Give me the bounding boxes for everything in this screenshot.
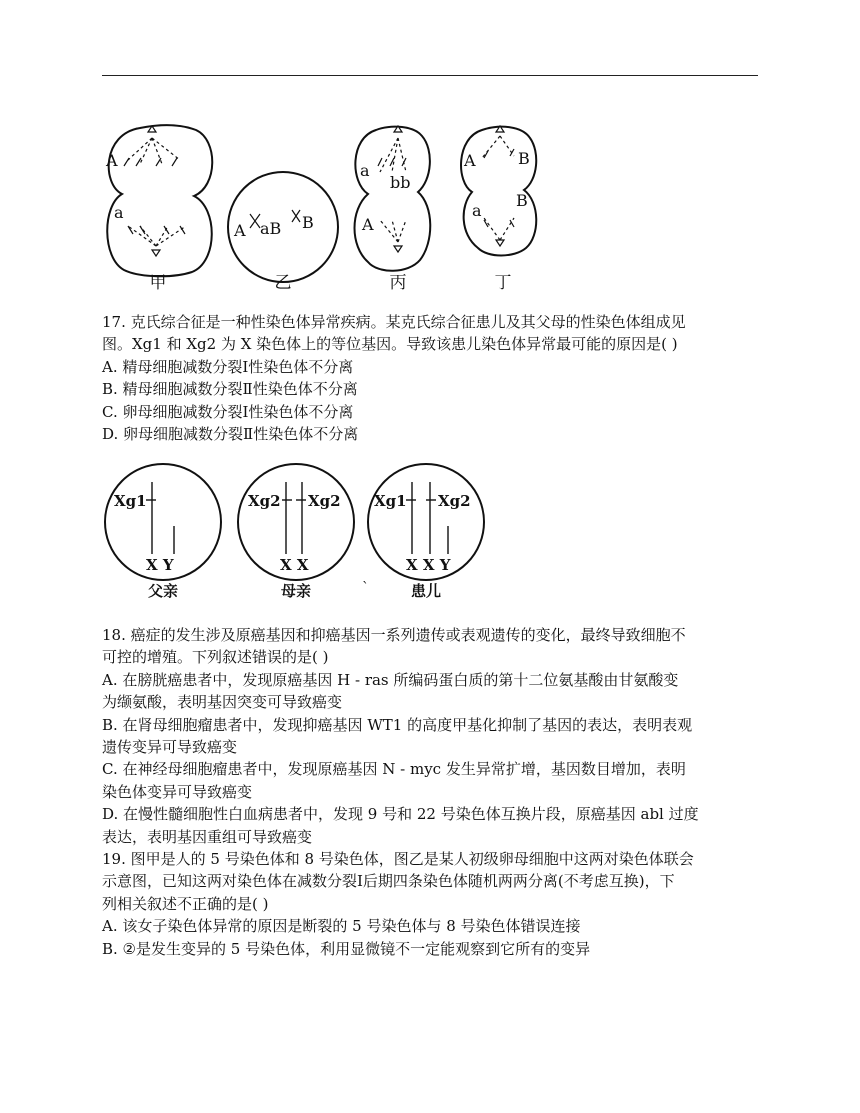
gene-a-jia: a: [114, 203, 124, 222]
child-chroms: X X Y: [406, 556, 451, 574]
gene-bb-bing: bb: [390, 173, 411, 192]
label-jia: 甲: [149, 273, 167, 292]
q18-option-a-2: 为缬氨酸，表明基因突变可导致癌变: [102, 693, 343, 712]
q19-stem-2: 示意图，已知这两对染色体在减数分裂Ⅰ后期四条染色体随机两两分离(不考虑互换)，下: [102, 872, 675, 891]
q17-option-c: C. 卵母细胞减数分裂Ⅰ性染色体不分离: [102, 402, 354, 421]
q17-option-b: B. 精母细胞减数分裂Ⅱ性染色体不分离: [102, 380, 358, 399]
q18-option-c-2: 染色体变异可导致癌变: [102, 782, 253, 801]
q19-stem-3: 列相关叙述不正确的是( ): [102, 894, 269, 913]
label-bing: 丙: [389, 273, 407, 292]
stray-mark: `: [362, 580, 369, 596]
q18-option-c-1: C. 在神经母细胞瘤患者中，发现原癌基因 N - myc 发生异常扩增，基因数目增加，表明: [102, 760, 686, 779]
gene-B2-ding: B: [516, 191, 528, 210]
cell-jia-outline: [107, 125, 212, 276]
q19-option-b: B. ②是发生变异的 5 号染色体，利用显微镜不一定能观察到它所有的变异: [102, 939, 591, 958]
label-ding: 丁: [494, 273, 512, 292]
q18-option-b-1: B. 在肾母细胞瘤患者中，发现抑癌基因 WT1 的高度甲基化抑制了基因的表达，表明表观: [102, 715, 693, 734]
q18-option-a-1: A. 在膀胱癌患者中，发现原癌基因 H - ras 所编码蛋白质的第十二位氨基酸由甘氨酸变: [102, 670, 679, 689]
gene-A-bing: A: [362, 215, 374, 234]
gene-B-ding: B: [518, 149, 530, 168]
sex-chromosome-figure: [100, 462, 500, 604]
q17-stem-2: 图。Xg1 和 Xg2 为 X 染色体上的等位基因。导致该患儿染色体异常最可能的原因是( ): [102, 335, 678, 354]
gene-A-jia: A: [106, 151, 118, 170]
label-father: 父亲: [147, 582, 179, 600]
child-gene-1: Xg1: [374, 492, 407, 510]
father-chroms: X Y: [146, 556, 174, 574]
label-child: 患儿: [410, 582, 442, 600]
q17-option-a: A. 精母细胞减数分裂Ⅰ性染色体不分离: [102, 357, 354, 376]
mother-gene-2: Xg2: [308, 492, 341, 510]
label-yi: 乙: [274, 273, 292, 292]
gene-a-bing: a: [360, 161, 370, 180]
q17-stem-1: 17. 克氏综合征是一种性染色体异常疾病。某克氏综合征患儿及其父母的性染色体组成见: [102, 313, 686, 331]
mother-gene-1: Xg2: [248, 492, 281, 510]
gene-A-yi: A: [234, 221, 246, 240]
q18-option-d-1: D. 在慢性髓细胞性白血病患者中，发现 9 号和 22 号染色体互换片段，原癌基因 abl 过度: [102, 805, 699, 824]
q19-option-a: A. 该女子染色体异常的原因是断裂的 5 号染色体与 8 号染色体错误连接: [102, 917, 581, 936]
cell-bing-outline: [355, 127, 431, 271]
child-gene-2: Xg2: [438, 492, 471, 510]
header-rule: [102, 75, 758, 76]
label-mother: 母亲: [280, 582, 312, 600]
q18-stem-2: 可控的增殖。下列叙述错误的是( ): [102, 648, 329, 667]
q18-option-b-2: 遗传变异可导致癌变: [102, 738, 238, 757]
q19-stem-1: 19. 图甲是人的 5 号染色体和 8 号染色体，图乙是某人初级卵母细胞中这两对染色体联会: [102, 850, 694, 869]
father-gene: Xg1: [114, 492, 147, 510]
q17-option-d: D. 卵母细胞减数分裂Ⅱ性染色体不分离: [102, 425, 359, 444]
gene-aB-yi: aB: [260, 219, 282, 238]
mother-chroms: X X: [280, 556, 309, 574]
gene-a-ding: a: [472, 201, 482, 220]
gene-A-ding: A: [464, 151, 476, 170]
q18-stem-1: 18. 癌症的发生涉及原癌基因和抑癌基因一系列遗传或表观遗传的变化，最终导致细胞不: [102, 626, 686, 644]
cell-division-figure: [100, 122, 550, 292]
question-18-19: [102, 624, 762, 960]
q18-option-d-2: 表达，表明基因重组可导致癌变: [102, 827, 313, 846]
question-17: [102, 311, 762, 445]
gene-B-yi: B: [302, 213, 314, 232]
